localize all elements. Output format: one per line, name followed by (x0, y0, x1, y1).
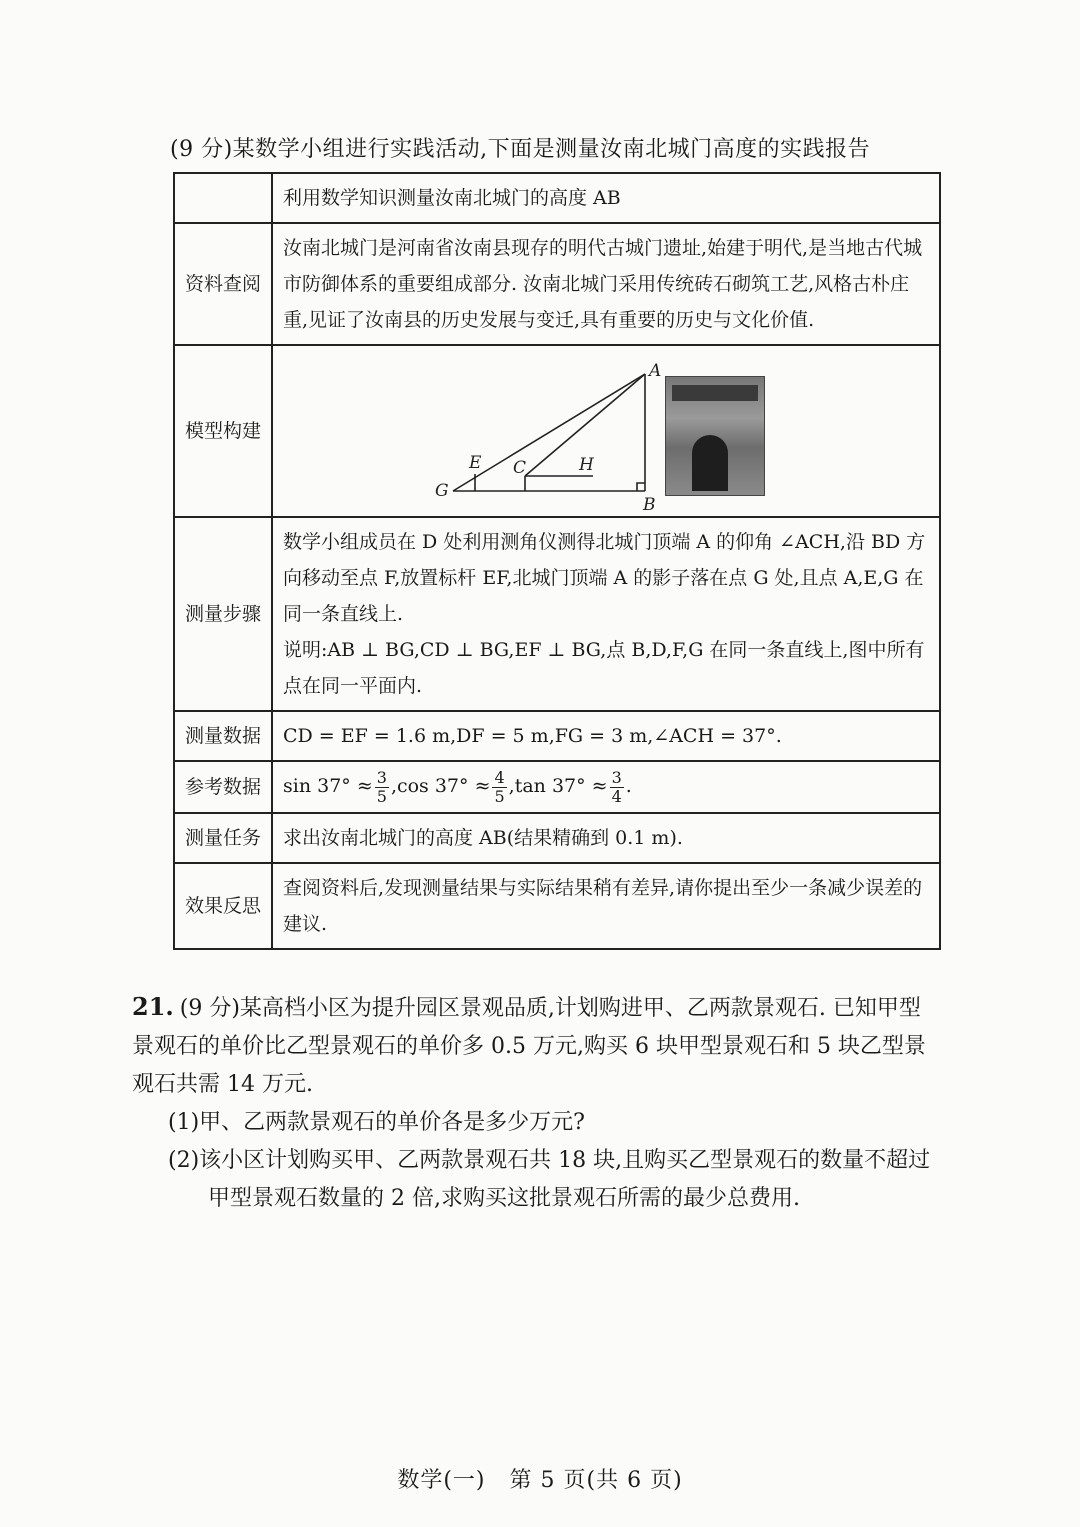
model-diagram-cell (272, 345, 940, 517)
table-row-reflection (174, 863, 940, 949)
gate-banner (672, 385, 758, 401)
row-label: 资料查阅 (174, 223, 272, 345)
point-label-c: C (513, 458, 527, 478)
city-gate-photo (665, 376, 765, 496)
fraction-numerator: 3 (376, 767, 387, 787)
row-label: 测量任务 (174, 813, 272, 863)
practice-report-table (173, 172, 941, 950)
fraction-numerator: 3 (611, 767, 622, 787)
row-label: 测量数据 (174, 711, 272, 761)
point-label-h: H (579, 455, 594, 475)
point-label-g: G (435, 481, 449, 501)
question-part-1: (1)甲、乙两款景观石的单价各是多少万元? (168, 1110, 585, 1135)
row-label: 参考数据 (174, 761, 272, 813)
table-row-model (174, 345, 940, 517)
footer-subject: 数学(一) (397, 1468, 486, 1493)
reference-text: 汝南北城门是河南省汝南县现存的明代古城门遗址,始建于明代,是当地古代城市防御体系的重要组成部分. 汝南北城门采用传统砖石砌筑工艺,风格古朴庄重,见证了汝南县的历史发展与变迁,具有重要的历史与文化价值. (272, 223, 940, 345)
point-label-b: B (643, 495, 656, 515)
measurement-data: CD = EF = 1.6 m,DF = 5 m,FG = 3 m,∠ACH = 37°. (272, 711, 940, 761)
question-21 (132, 988, 942, 1218)
steps-text: 数学小组成员在 D 处利用测角仪测得北城门顶端 A 的仰角 ∠ACH,沿 BD 方向移动至点 F,放置标杆 EF,北城门顶端 A 的影子落在点 G 处,且点 A,E,G 在同一条直线上. (283, 531, 926, 625)
cos-fraction (492, 769, 506, 806)
fraction-denominator: 5 (494, 786, 505, 806)
fraction-denominator: 5 (376, 786, 387, 806)
task-text: 求出汝南北城门的高度 AB(结果精确到 0.1 m). (272, 813, 940, 863)
tan-label: ,tan 37° ≈ (508, 775, 608, 797)
gate-arch (692, 435, 728, 491)
model-diagram (273, 346, 939, 516)
table-row-steps (174, 517, 940, 711)
row-label: 模型构建 (174, 345, 272, 517)
steps-cell (272, 517, 940, 711)
row-label: 测量步骤 (174, 517, 272, 711)
fraction-numerator: 4 (494, 767, 505, 787)
fraction-denominator: 4 (611, 786, 622, 806)
segment-ga (453, 374, 645, 491)
topic-cell: 利用数学知识测量汝南北城门的高度 AB (272, 173, 940, 223)
report-intro: (9 分)某数学小组进行实践活动,下面是测量汝南北城门高度的实践报告 (170, 137, 871, 162)
cos-label: ,cos 37° ≈ (390, 775, 491, 797)
table-row-reference-values (174, 761, 940, 813)
table-row-task (174, 813, 940, 863)
question-number: 21. (132, 992, 174, 1021)
steps-note: 说明:AB ⊥ BG,CD ⊥ BG,EF ⊥ BG,点 B,D,F,G 在同一条直线上,图中所有点在同一平面内. (283, 639, 925, 697)
point-label-a: A (649, 361, 662, 381)
tan-fraction (610, 769, 624, 806)
right-angle-mark (637, 483, 645, 491)
page-footer (0, 1463, 1080, 1494)
sin-fraction (375, 769, 389, 806)
reference-values (272, 761, 940, 813)
geometry-figure (273, 346, 662, 516)
reflection-text: 查阅资料后,发现测量结果与实际结果稍有差异,请你提出至少一条减少误差的建议. (272, 863, 940, 949)
table-row-reference (174, 223, 940, 345)
period: . (625, 775, 632, 797)
row-label: 效果反思 (174, 863, 272, 949)
topic-label-cell (174, 173, 272, 223)
point-label-e: E (469, 453, 482, 473)
footer-page-number: 第 5 页(共 6 页) (509, 1468, 683, 1493)
sin-label: sin 37° ≈ (283, 775, 373, 797)
table-row-data (174, 711, 940, 761)
table-row-topic (174, 173, 940, 223)
question-stem: (9 分)某高档小区为提升园区景观品质,计划购进甲、乙两款景观石. 已知甲型景观石的单价比乙型景观石的单价多 0.5 万元,购买 6 块甲型景观石和 5 块乙型景观石共需 14 万元. (132, 996, 926, 1097)
question-part-2: (2)该小区计划购买甲、乙两款景观石共 18 块,且购买乙型景观石的数量不超过甲型景观石数量的 2 倍,求购买这批景观石所需的最少总费用. (168, 1148, 931, 1211)
